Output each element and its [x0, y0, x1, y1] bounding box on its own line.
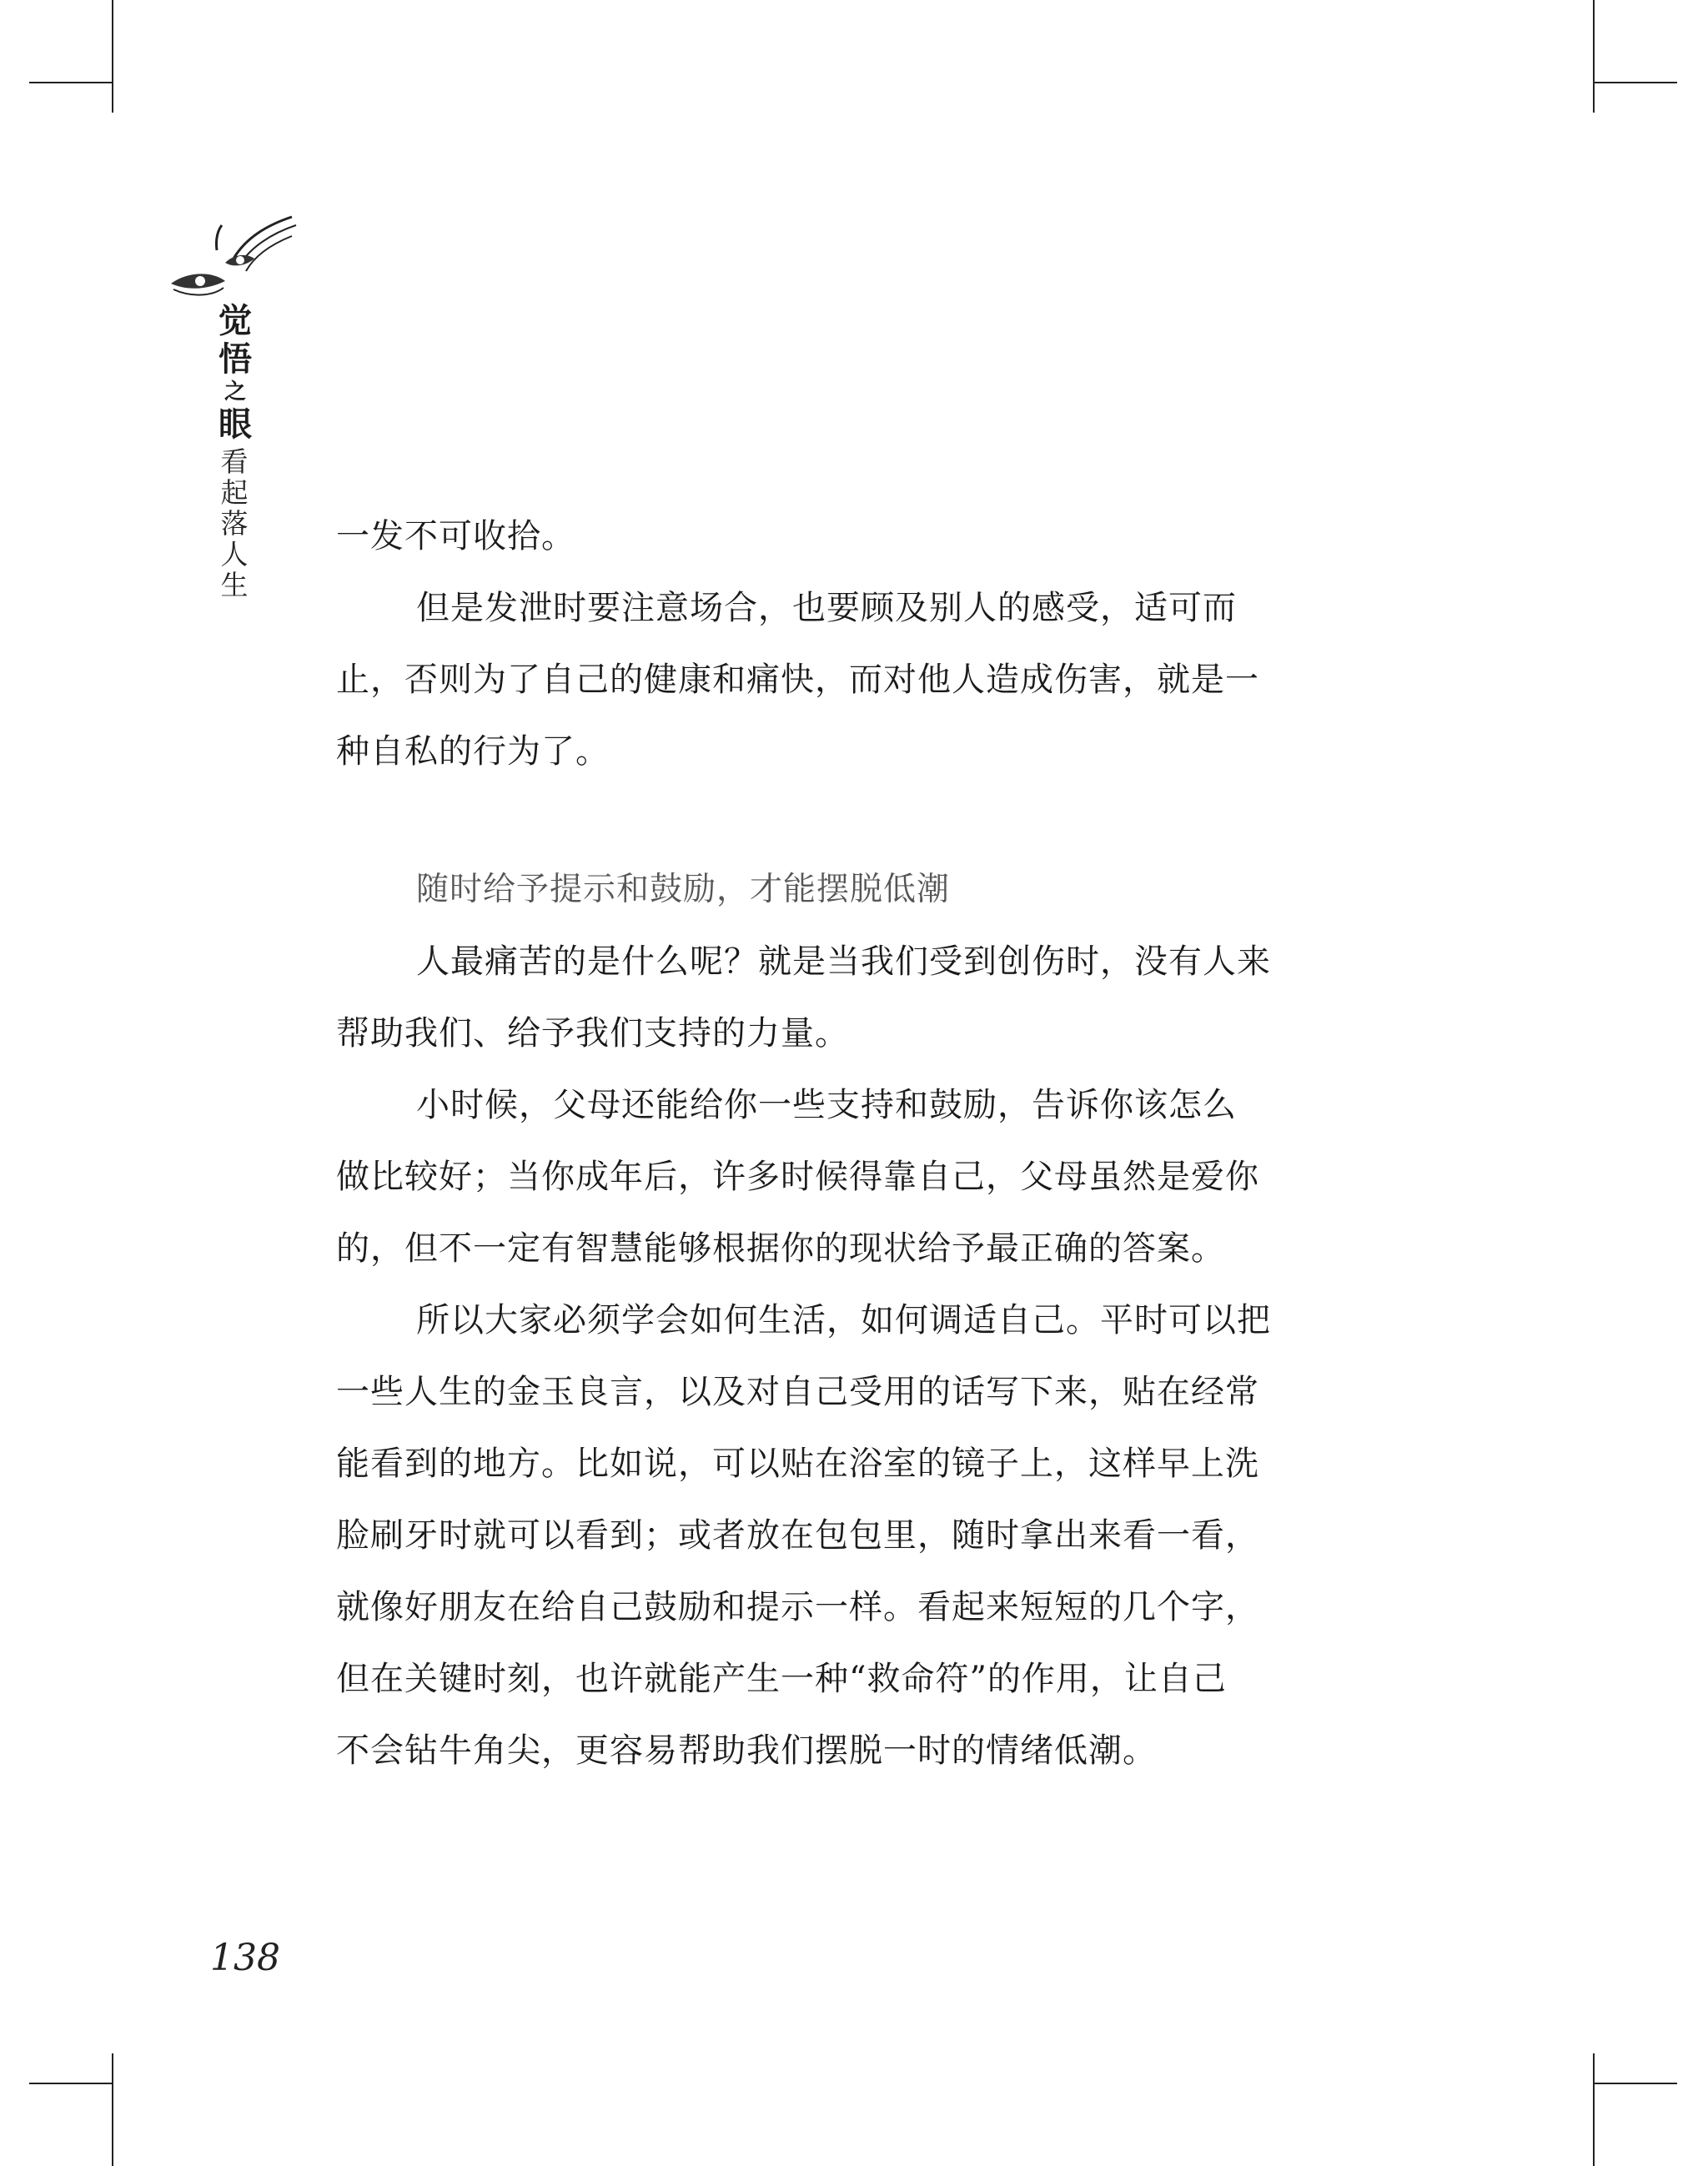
- book-title-vertical: [214, 302, 257, 444]
- book-title-char: 觉: [219, 302, 252, 340]
- text-line: 脸刷牙时就可以看到；或者放在包包里，随时拿出来看一看，: [336, 1516, 1259, 1555]
- crop-mark-bottom-right-horizontal: [1594, 2083, 1677, 2084]
- text-line: 小时候，父母还能给你一些支持和鼓励，告诉你该怎么: [416, 1086, 1237, 1124]
- book-subtitle-char: 落: [220, 507, 249, 540]
- book-subtitle-char: 起: [220, 476, 249, 509]
- text-line: 但在关键时刻，也许就能产生一种“救命符”的作用，让自己: [336, 1660, 1227, 1698]
- text-line: 止，否则为了自己的健康和痛快，而对他人造成伤害，就是一: [336, 661, 1259, 699]
- text-line: 的，但不一定有智慧能够根据你的现状给予最正确的答案。: [336, 1229, 1225, 1268]
- text-line: 不会钻牛角尖，更容易帮助我们摆脱一时的情绪低潮。: [336, 1731, 1157, 1770]
- book-title-char: 之: [224, 379, 246, 405]
- text-line: 就像好朋友在给自己鼓励和提示一样。看起来短短的几个字，: [336, 1588, 1259, 1626]
- page-body: [336, 500, 1345, 1787]
- crop-mark-bottom-left-horizontal: [29, 2083, 113, 2084]
- book-subtitle-char: 人: [220, 538, 249, 570]
- crop-mark-top-left-horizontal: [29, 82, 113, 83]
- text-line: 能看到的地方。比如说，可以贴在浴室的镜子上，这样早上洗: [336, 1445, 1259, 1483]
- section-heading: 随时给予提示和鼓励，才能摆脱低潮: [416, 871, 951, 908]
- text-line: 一些人生的金玉良言，以及对自己受用的话写下来，贴在经常: [336, 1373, 1259, 1411]
- text-line: 帮助我们、给予我们支持的力量。: [336, 1014, 849, 1053]
- text-line: 但是发泄时要注意场合，也要顾及别人的感受，适可而: [416, 589, 1237, 627]
- text-line: 所以大家必须学会如何生活，如何调适自己。平时可以把: [416, 1301, 1271, 1339]
- book-title-char: 眼: [219, 405, 252, 444]
- book-subtitle-char: 生: [220, 569, 249, 601]
- crop-mark-top-left-vertical: [112, 0, 113, 113]
- crop-mark-top-right-vertical: [1593, 0, 1595, 113]
- page-number: 138: [210, 1937, 280, 1979]
- crop-mark-top-right-horizontal: [1594, 82, 1677, 83]
- text-line: 一发不可收拾。: [336, 517, 575, 555]
- book-subtitle-vertical: [218, 446, 251, 601]
- book-title-char: 悟: [219, 340, 252, 379]
- text-line: 人最痛苦的是什么呢？就是当我们受到创伤时，没有人来: [416, 942, 1271, 981]
- section-gap: [336, 787, 1345, 854]
- crop-mark-bottom-left-vertical: [112, 2053, 113, 2166]
- book-subtitle-char: 看: [220, 445, 249, 478]
- crop-mark-bottom-right-vertical: [1593, 2053, 1595, 2166]
- buddha-eyes-icon: [167, 213, 300, 304]
- text-line: 种自私的行为了。: [336, 732, 610, 771]
- text-line: 做比较好；当你成年后，许多时候得靠自己，父母虽然是爱你: [336, 1158, 1259, 1196]
